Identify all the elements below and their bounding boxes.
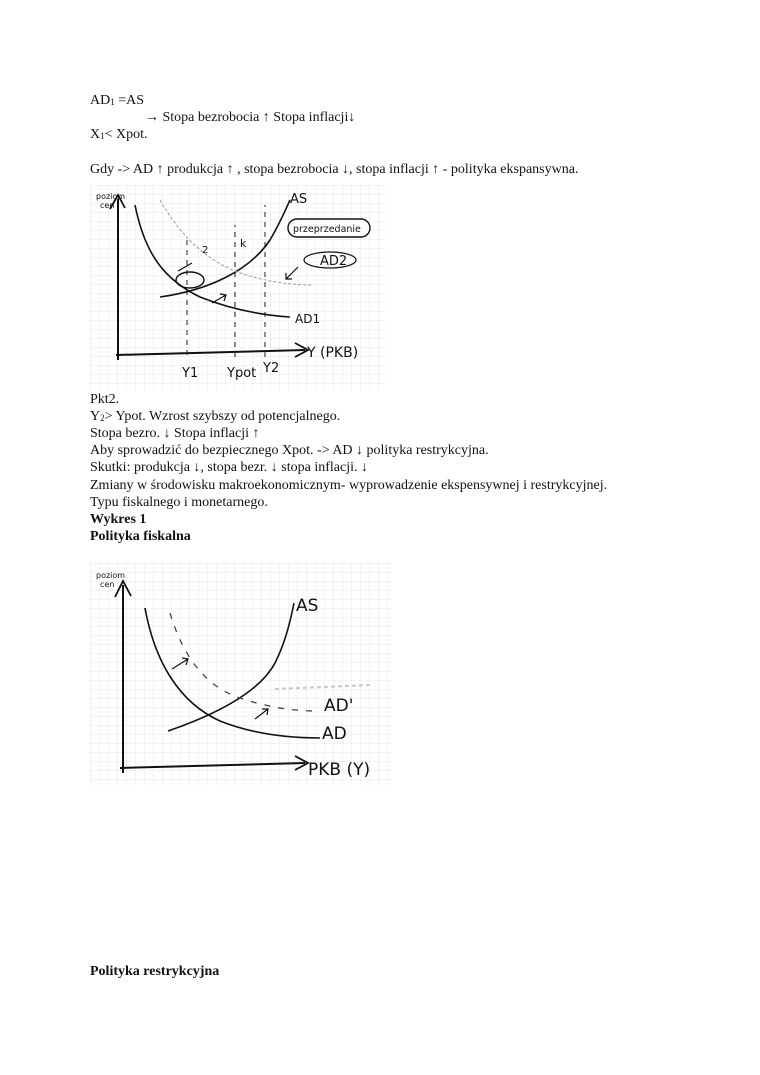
restrykcyjna-heading: Polityka restrykcyjna	[90, 964, 220, 979]
as-label-2: AS	[296, 596, 319, 616]
grid-paper-2	[90, 563, 392, 785]
y1-label: Y1	[182, 366, 199, 381]
xaxis-label-2: PKB (Y)	[308, 760, 371, 780]
x-text: X	[90, 127, 101, 142]
ypot-growth-text: > Ypot. Wzrost szybszy od potencjalnego.	[104, 409, 341, 424]
zmiany-line: Zmiany w środowisku makroekonomicznym- wyprowadzenie ekspensywnej i restrykcyjnej.	[90, 478, 608, 493]
fiskalna-heading: Polityka fiskalna	[90, 529, 191, 544]
expansive-policy-line: Gdy -> AD ↑ produkcja ↑ , stopa bezrobocia ↓, stopa inflacji ↑ - polityka ekspansywna.	[90, 162, 579, 177]
skutki-line: Skutki: produkcja ↓, stopa bezr. ↓ stopa inflacji. ↓	[90, 460, 369, 475]
eq-subscript: 1	[110, 97, 115, 107]
y-subscript: 2	[100, 413, 105, 423]
ylabel-bottom: cen	[100, 201, 115, 210]
eq-as-text: =AS	[114, 93, 145, 108]
pkt2-label: Pkt2.	[90, 392, 120, 407]
y2-label: Y2	[263, 361, 280, 376]
ylabel-top: poziom	[96, 192, 126, 201]
y-text: Y	[90, 409, 101, 424]
typu-line: Typu fiskalnego i monetarnego.	[90, 495, 268, 510]
ad2-label: AD2	[320, 254, 348, 269]
ylabel-top-2: poziom	[96, 571, 126, 580]
stopa-line: Stopa bezro. ↓ Stopa inflacji ↑	[90, 426, 260, 441]
equation-ad1-as	[90, 92, 144, 110]
y2-line	[90, 408, 340, 426]
sketch-1-ad-as	[90, 185, 385, 390]
x1-line	[90, 126, 148, 144]
arrow-line: → Stopa bezrobocia ↑ Stopa inflacji↓	[145, 110, 356, 125]
ad-prime-label: AD'	[324, 696, 354, 716]
mark-k: k	[240, 237, 247, 250]
sketch-2-fiscal	[90, 563, 392, 785]
xpot-text: < Xpot.	[104, 127, 148, 142]
sketch-1-svg	[90, 185, 385, 390]
eq-ad-text: AD	[90, 93, 111, 108]
ylabel-bottom-2: cen	[100, 580, 115, 589]
sketch-2-svg	[90, 563, 392, 785]
aby-line: Aby sprowadzić do bezpiecznego Xpot. -> AD ↓ polityka restrykcyjna.	[90, 443, 489, 458]
wykres-heading: Wykres 1	[90, 512, 147, 527]
ad-label-2: AD	[322, 724, 347, 744]
ypot-label: Ypot	[227, 366, 257, 381]
xaxis-label: Y (PKB)	[307, 345, 359, 361]
bubble-label: przeprzedanie	[293, 224, 361, 235]
x-subscript: 1	[100, 131, 105, 141]
mark-2: 2	[202, 245, 209, 256]
as-label: AS	[290, 192, 308, 207]
ad1-label: AD1	[295, 312, 321, 326]
